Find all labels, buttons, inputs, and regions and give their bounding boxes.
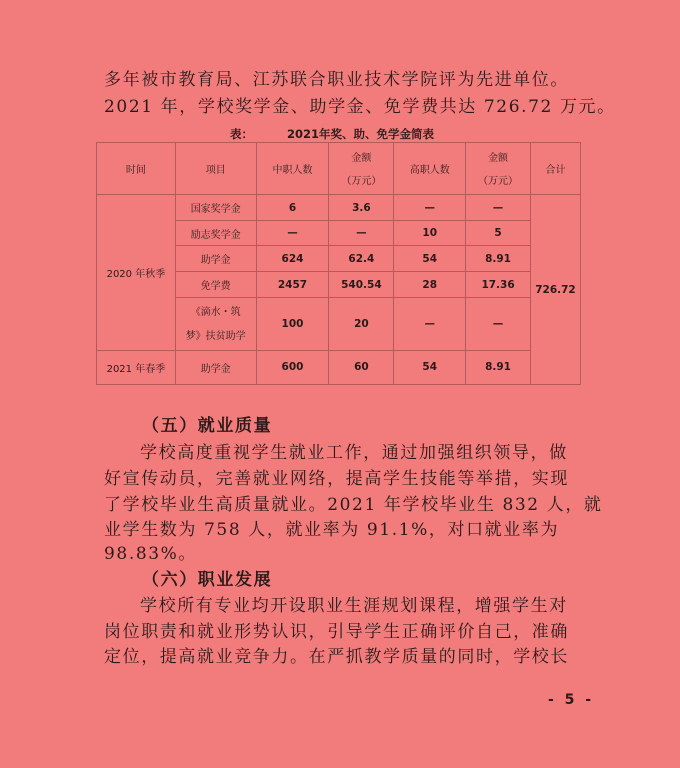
higher-count-cell: 28 bbox=[394, 272, 466, 297]
period-2020-cell: 2020 年秋季 bbox=[97, 195, 176, 351]
table-header-row bbox=[97, 143, 581, 195]
secondary-count-cell: — bbox=[256, 221, 329, 246]
section-6-line-1: 学校所有专业均开设职业生涯规划课程，增强学生对 bbox=[140, 596, 568, 616]
secondary-amount-cell: 20 bbox=[329, 297, 394, 350]
section-6-line-2: 岗位职责和就业形势认识，引导学生正确评价自己，准确 bbox=[104, 622, 569, 642]
secondary-count-cell: 100 bbox=[256, 297, 329, 350]
secondary-amount-cell: 60 bbox=[329, 350, 394, 384]
header-time: 时间 bbox=[97, 143, 176, 195]
item-cell: 国家奖学金 bbox=[175, 195, 256, 221]
higher-count-cell: 10 bbox=[394, 221, 466, 246]
header-higher-count: 高职人数 bbox=[394, 143, 466, 195]
secondary-amount-cell: 3.6 bbox=[329, 195, 394, 221]
period-2021-cell: 2021 年春季 bbox=[97, 350, 176, 384]
secondary-amount-cell: — bbox=[329, 221, 394, 246]
higher-count-cell: — bbox=[394, 195, 466, 221]
scholarship-table bbox=[96, 142, 581, 385]
intro-line-2: 2021 年，学校奖学金、助学金、免学费共达 726.72 万元。 bbox=[104, 97, 616, 117]
table-row bbox=[97, 350, 581, 384]
item-cell bbox=[175, 297, 256, 350]
secondary-count-cell: 624 bbox=[256, 246, 329, 272]
header-amount-1 bbox=[329, 143, 394, 195]
secondary-count-cell: 6 bbox=[256, 195, 329, 221]
higher-amount-cell: 17.36 bbox=[466, 272, 531, 297]
higher-count-cell: — bbox=[394, 297, 466, 350]
section-6-line-3: 定位，提高就业竞争力。在严抓教学质量的同时，学校长 bbox=[104, 647, 569, 667]
item-cell: 助学金 bbox=[175, 246, 256, 272]
table-row bbox=[97, 195, 581, 221]
higher-amount-cell: — bbox=[466, 297, 531, 350]
section-5-line-2: 好宣传动员，完善就业网络，提高学生技能等举措，实现 bbox=[104, 469, 569, 489]
page-number: - 5 - bbox=[548, 692, 595, 708]
section-6-heading: （六）职业发展 bbox=[142, 570, 273, 590]
higher-amount-cell: — bbox=[466, 195, 531, 221]
higher-amount-cell: 8.91 bbox=[466, 246, 531, 272]
table-caption-title: 2021年奖、助、免学金简表 bbox=[287, 127, 435, 141]
header-amount-1-unit: （万元） bbox=[341, 175, 382, 187]
intro-line-1: 多年被市教育局、江苏联合职业技术学院评为先进单位。 bbox=[104, 70, 569, 90]
table-caption bbox=[230, 126, 434, 142]
secondary-count-cell: 600 bbox=[256, 350, 329, 384]
header-amount-2-unit: （万元） bbox=[478, 175, 519, 187]
header-amount-2-label: 金额 bbox=[488, 152, 509, 164]
item-cell-line-1: 《滴水・筑 bbox=[190, 306, 241, 318]
secondary-amount-cell: 62.4 bbox=[329, 246, 394, 272]
higher-amount-cell: 5 bbox=[466, 221, 531, 246]
secondary-amount-cell: 540.54 bbox=[329, 272, 394, 297]
higher-count-cell: 54 bbox=[394, 246, 466, 272]
header-amount-2 bbox=[466, 143, 531, 195]
item-cell-line-2: 梦》扶贫助学 bbox=[185, 330, 246, 342]
table-caption-prefix: 表： bbox=[230, 127, 253, 141]
section-5-line-5: 98.83%。 bbox=[104, 544, 198, 564]
section-5-line-1: 学校高度重视学生就业工作，通过加强组织领导，做 bbox=[140, 443, 568, 463]
item-cell: 励志奖学金 bbox=[175, 221, 256, 246]
header-amount-1-label: 金额 bbox=[351, 152, 372, 164]
section-5-line-4: 业学生数为 758 人，就业率为 91.1%，对口就业率为 bbox=[104, 520, 560, 540]
higher-amount-cell: 8.91 bbox=[466, 350, 531, 384]
section-5-line-3: 了学校毕业生高质量就业。2021 年学校毕业生 832 人，就 bbox=[104, 495, 603, 515]
secondary-count-cell: 2457 bbox=[256, 272, 329, 297]
header-secondary-count: 中职人数 bbox=[256, 143, 329, 195]
total-cell: 726.72 bbox=[530, 195, 580, 385]
header-item: 项目 bbox=[175, 143, 256, 195]
header-total: 合计 bbox=[530, 143, 580, 195]
item-cell: 免学费 bbox=[175, 272, 256, 297]
section-5-heading: （五）就业质量 bbox=[142, 416, 273, 436]
item-cell: 助学金 bbox=[175, 350, 256, 384]
higher-count-cell: 54 bbox=[394, 350, 466, 384]
